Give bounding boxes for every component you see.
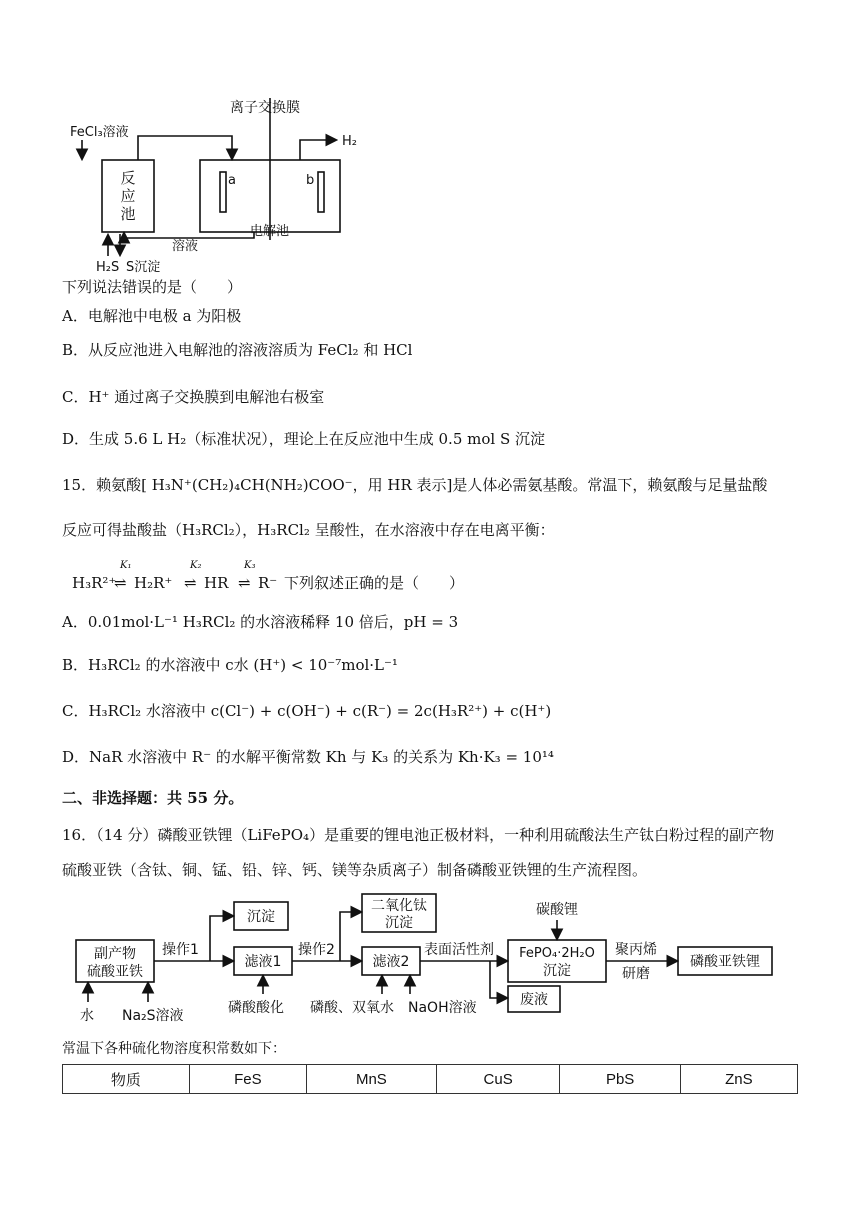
section-title: 二、非选择题：共 55 分。 [62,789,244,807]
q15-line2: 反应可得盐酸盐（H₃RCl₂），H₃RCl₂ 呈酸性，在水溶液中存在电离平衡： [62,521,555,539]
eq-k1: K₁ [120,560,132,571]
h2-label: H₂ [342,134,357,149]
ksp-table [62,1064,798,1094]
product-label: 磷酸亚铁锂 [690,954,760,970]
eq-hr: HR [204,574,229,592]
q14-stem: 下列说法错误的是（ ） [62,278,243,296]
li2co3-label: 碳酸锂 [536,902,578,918]
tio2-label-1: 二氧化钛 [371,898,427,914]
q16-line2: 硫酸亚铁（含钛、铜、锰、铅、锌、钙、镁等杂质离子）制备磷酸亚铁锂的生产流程图。 [62,861,648,879]
reactor-label-3: 池 [120,205,136,223]
ksp-header-1: FeS [189,1065,306,1094]
electrode-a-label: a [228,173,236,188]
filtrate1-label: 滤液1 [244,954,282,970]
q14-option-b: B．从反应池进入电解池的溶液溶质为 FeCl₂ 和 HCl [62,341,413,359]
q14-option-d: D．生成 5.6 L H₂（标准状况），理论上在反应池中生成 0.5 mol S 沉淀 [62,430,545,448]
eq-arrow-3: ⇌ [238,574,251,592]
q15-option-d: D．NaR 水溶液中 R⁻ 的水解平衡常数 Kh 与 K₃ 的关系为 Kh·K₃ = 10¹⁴ [62,748,554,766]
q14-option-a: A．电解池中电极 a 为阳极 [62,307,242,325]
eq-k3: K₃ [244,560,256,571]
eq-h2r: H₂R⁺ [134,574,173,592]
precipitate-label: 沉淀 [247,909,275,925]
ksp-header-0: 物质 [63,1065,190,1094]
q16-line1: 16．（14 分）磷酸亚铁锂（LiFePO₄）是重要的锂电池正极材料，一种利用硫酸法生产钛白粉过程的副产物 [62,826,775,844]
reactor-label-1: 反 [120,169,136,187]
eq-k2: K₂ [190,560,202,571]
q15-equilibrium [62,560,582,596]
q15-option-c: C．H₃RCl₂ 水溶液中 c(Cl⁻) + c(OH⁻) + c(R⁻) = 2c(H₃R²⁺) + c(H⁺) [62,702,552,720]
ksp-header-3: CuS [436,1065,560,1094]
q15-option-a: A．0.01mol·L⁻¹ H₃RCl₂ 的水溶液稀释 10 倍后，pH = 3 [62,613,459,631]
electrolysis-diagram [60,90,380,275]
s-precip-label: S沉淀 [126,260,161,275]
reagents-label: 磷酸、双氧水 [310,1000,394,1016]
op2-label: 操作2 [298,942,335,958]
eq-tail: 下列叙述正确的是（ ） [284,574,465,592]
byproduct-label-1: 副产物 [94,946,136,962]
solution-label: 溶液 [172,239,199,254]
table-row [63,1065,798,1094]
op1-label: 操作1 [162,942,199,958]
ksp-header-4: PbS [560,1065,680,1094]
waste-label: 废液 [520,992,548,1008]
surfactant-label: 表面活性剂 [424,942,494,958]
na2s-label: Na₂S溶液 [122,1008,184,1024]
h2s-label: H₂S [96,260,120,275]
q14-option-c: C．H⁺ 通过离子交换膜到电解池右极室 [62,388,325,406]
ksp-intro: 常温下各种硫化物溶度积常数如下： [62,1041,286,1057]
electrode-b-label: b [306,173,315,188]
pp-label-1: 聚丙烯 [615,942,657,958]
eq-arrow-2: ⇌ [184,574,197,592]
electrolysis-label: 电解池 [250,224,290,239]
reactor-label-2: 应 [120,187,136,205]
fepo4-label-2: 沉淀 [543,963,571,979]
filtrate2-label: 滤液2 [372,954,410,970]
eq-h3r: H₃R²⁺ [72,574,117,592]
ksp-header-5: ZnS [680,1065,797,1094]
q15-line1: 15．赖氨酸[ H₃N⁺(CH₂)₄CH(NH₂)COO⁻，用 HR 表示]是人体必需氨基酸。常温下，赖氨酸与足量盐酸 [62,476,768,494]
byproduct-label-2: 硫酸亚铁 [87,964,143,980]
naoh-label: NaOH溶液 [408,1000,477,1016]
tio2-label-2: 沉淀 [385,915,413,931]
acidify-label: 磷酸酸化 [228,1000,284,1016]
eq-r: R⁻ [258,574,278,592]
fecl3-label: FeCl₃溶液 [70,125,129,140]
ksp-header-2: MnS [306,1065,436,1094]
membrane-label: 离子交换膜 [230,100,300,116]
water-label: 水 [80,1008,94,1024]
pp-label-2: 研磨 [622,966,650,982]
fepo4-label-1: FePO₄·2H₂O [519,946,595,961]
process-flow-diagram [70,890,790,1030]
eq-arrow-1: ⇌ [114,574,127,592]
q15-option-b: B．H₃RCl₂ 的水溶液中 c水 (H⁺) < 10⁻⁷mol·L⁻¹ [62,656,398,674]
